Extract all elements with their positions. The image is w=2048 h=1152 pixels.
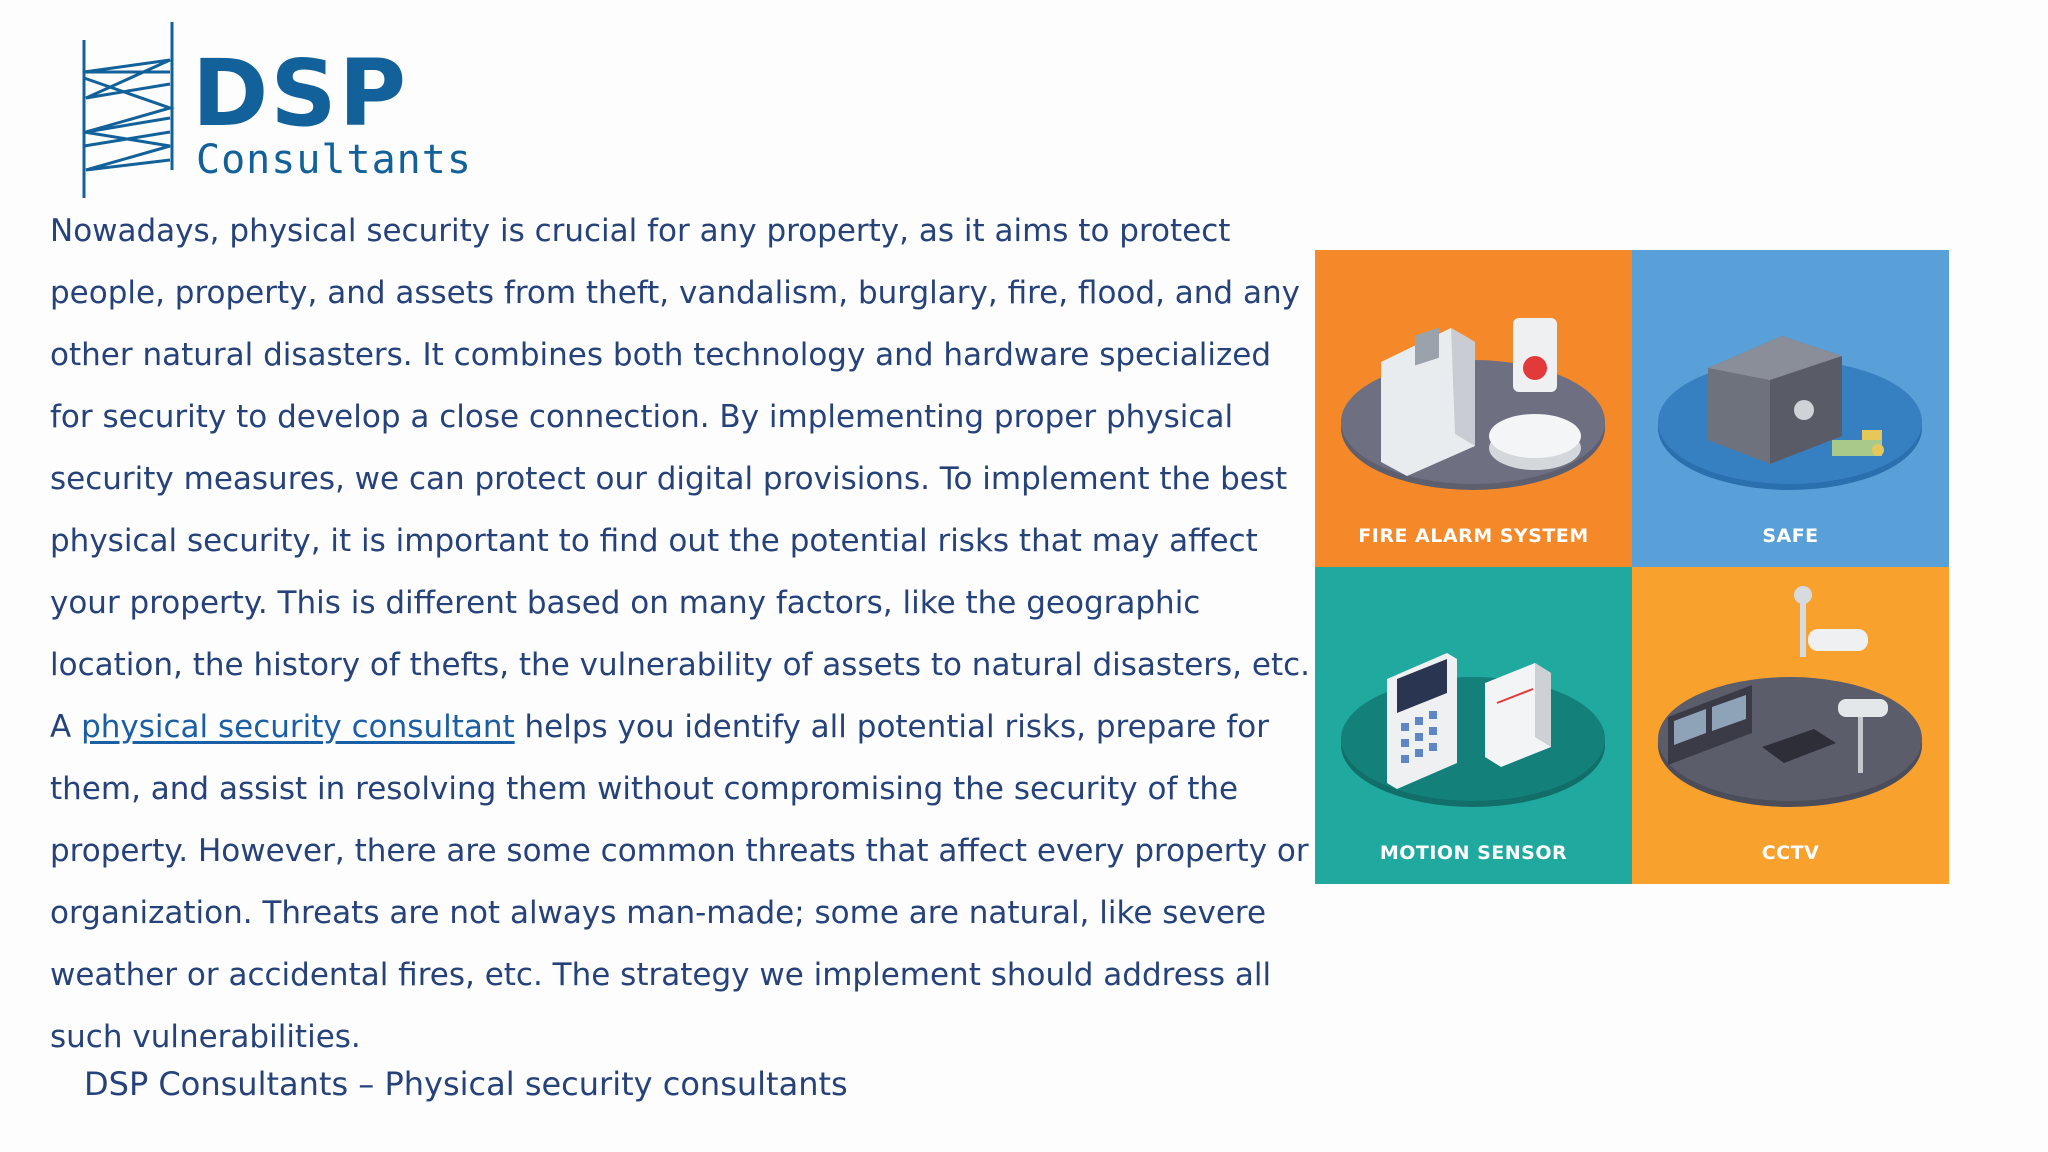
motion-sensor-icon <box>1315 567 1632 884</box>
cctv-icon <box>1632 567 1949 884</box>
tile-motion-sensor <box>1315 567 1632 884</box>
body-text-part-2: helps you identify all potential risks, prepare for them, and assist in resolving them without compromising the security of the property. However, there are some common threats that affect every property or organization. Threats are not always man-made; some are natural, like severe weather or accidental fires, etc. The strategy we implement should address all such vulnerabilities. <box>50 709 1309 1055</box>
body-paragraph <box>50 200 1310 1068</box>
logo-mark-icon <box>82 20 182 200</box>
physical-security-consultant-link[interactable]: physical security consultant <box>81 709 515 745</box>
tile-fire-alarm <box>1315 250 1632 567</box>
dsp-logo[interactable] <box>82 20 472 200</box>
safe-icon <box>1632 250 1949 567</box>
body-text-part-1: Nowadays, physical security is crucial for any property, as it aims to protect people, property, and assets from theft, vandalism, burglary, fire, flood, and any other natural disasters. It combines both technology and hardware specialized for security to develop a close connection. By implementing proper physical security measures, we can protect our digital provisions. To implement the best physical security, it is important to find out the potential risks that may affect your property. This is different based on many factors, like the geographic location, the history of thefts, the vulnerability of assets to natural disasters, etc. A <box>50 213 1311 745</box>
tile-label: MOTION SENSOR <box>1379 842 1568 864</box>
fire-alarm-icon <box>1315 250 1632 567</box>
tile-label: FIRE ALARM SYSTEM <box>1358 525 1589 547</box>
tile-label: CCTV <box>1761 842 1820 864</box>
tile-safe <box>1632 250 1949 567</box>
security-systems-image <box>1315 250 1949 884</box>
logo-brand-text: DSP <box>192 40 409 147</box>
caption: DSP Consultants – Physical security consultants <box>84 1065 848 1103</box>
tile-cctv <box>1632 567 1949 884</box>
tile-label: SAFE <box>1762 525 1819 547</box>
logo-sub-text: Consultants <box>196 137 472 183</box>
